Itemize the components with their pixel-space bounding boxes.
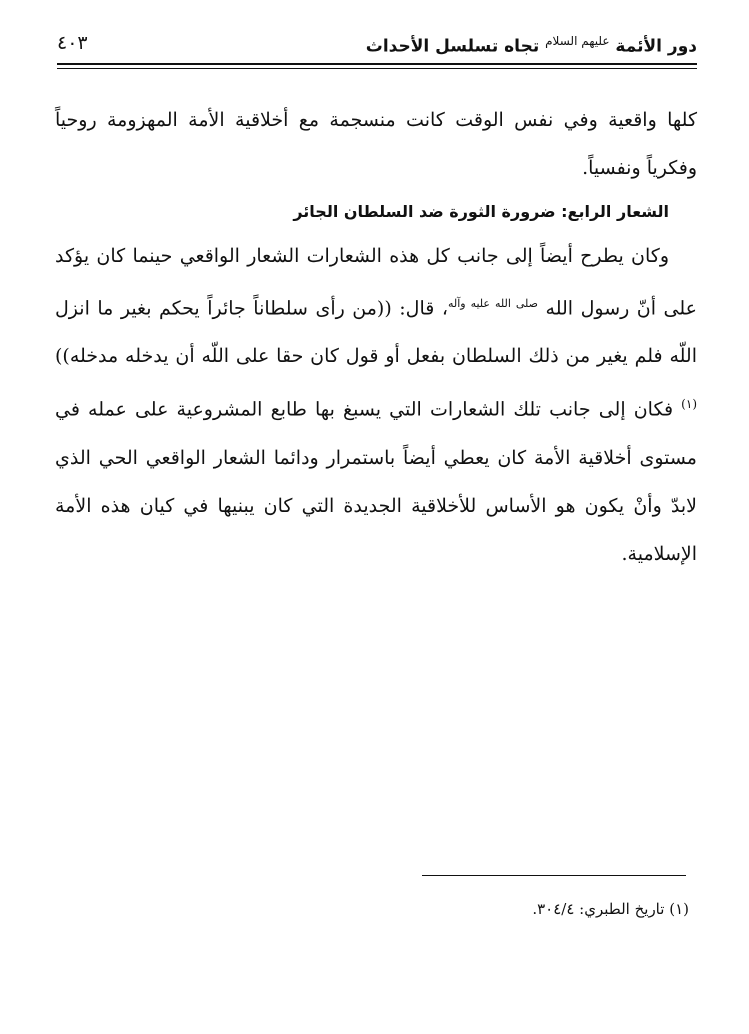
chapter-title	[366, 34, 697, 57]
running-header	[57, 28, 697, 62]
header-rule-thin	[57, 68, 697, 69]
chapter-title-end: تجاه تسلسل الأحداث	[365, 36, 540, 57]
footnote-text: تاريخ الطبري: ٣٠٤/٤.	[532, 900, 665, 918]
continuation-paragraph: كلها واقعية وفي نفس الوقت كانت منسجمة مع أخلاقية الأمة المهزومة روحياً وفكرياً ونفسياً.	[55, 109, 697, 179]
page-number: ٤٠٣	[57, 32, 88, 54]
header-rule-thick	[57, 63, 697, 65]
footnote-reference: (١)	[681, 397, 697, 412]
footnote	[532, 900, 689, 918]
body-text	[55, 96, 697, 578]
section-subheading: الشعار الرابع: ضرورة الثورة ضد السلطان الجائر	[293, 202, 669, 221]
paragraph-text-1: وكان يطرح أيضاً إلى جانب كل هذه الشعارات الشعار الواقعي حينما كان يؤكد على أنّ رسول الله	[55, 245, 697, 320]
footnote-marker: (١)	[669, 900, 689, 918]
prophet-honorific: صلى الله عليه وآله	[447, 297, 539, 310]
main-paragraph	[55, 232, 697, 578]
paragraph-quote: ، قال: ((من رأى سلطاناً جائراً يحكم بغير ما انزل اللّه فلم يغير من ذلك السلطان بفعل أو قول كان حقا على اللّه أن يدخله مدخله))	[55, 297, 697, 368]
chapter-title-start: دور الأئمة	[615, 36, 697, 57]
footnote-separator	[422, 875, 686, 876]
honorific-glyph: عليهم السلام	[545, 34, 610, 48]
paragraph-text-2: فكان إلى جانب تلك الشعارات التي يسبغ بها طابع المشروعية على عمله في مستوى أخلاقية الأمة كان يعطي أيضاً باستمرار ودائما الشعار الواقعي الحي الذي لابدّ وأنْ يكون هو الأساس للأخلاقية الجديدة التي كان يبنيها في كيان هذه الأمة الإسلامية.	[55, 398, 697, 565]
